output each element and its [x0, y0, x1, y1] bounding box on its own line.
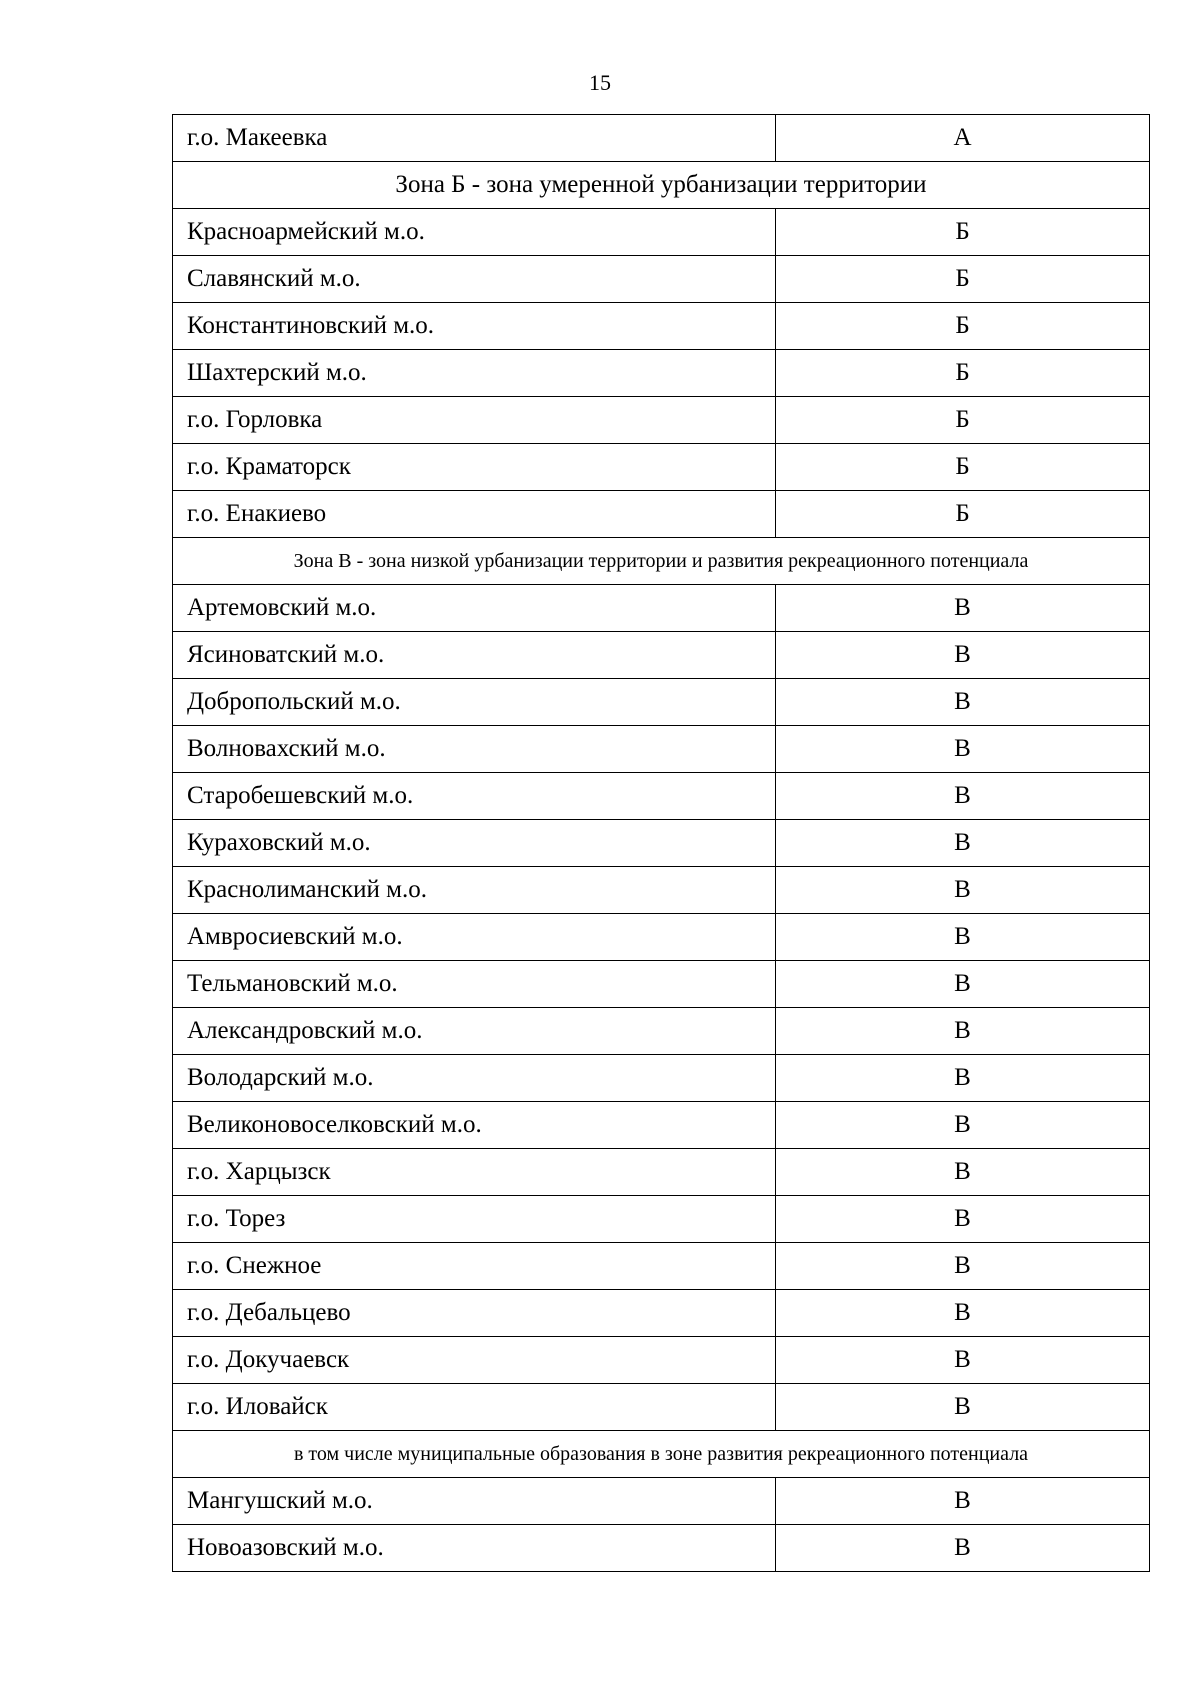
zone-letter: В — [776, 1196, 1150, 1243]
zone-header-row — [173, 538, 1150, 585]
table-row — [173, 1149, 1150, 1196]
zone-header-text: Зона Б - зона умеренной урбанизации территории — [173, 162, 1150, 209]
zoning-table — [172, 114, 1150, 1572]
table-row — [173, 303, 1150, 350]
municipality-name: Александровский м.о. — [173, 1008, 776, 1055]
table-row — [173, 350, 1150, 397]
zone-letter: Б — [776, 209, 1150, 256]
table-row — [173, 914, 1150, 961]
table-row — [173, 1525, 1150, 1572]
municipality-name: г.о. Снежное — [173, 1243, 776, 1290]
table-row — [173, 444, 1150, 491]
table-row — [173, 1337, 1150, 1384]
table-row — [173, 585, 1150, 632]
table-row — [173, 726, 1150, 773]
municipality-name: г.о. Енакиево — [173, 491, 776, 538]
table-row — [173, 961, 1150, 1008]
zone-letter: В — [776, 961, 1150, 1008]
zone-header-text: в том числе муниципальные образования в зоне развития рекреационного потенциала — [173, 1431, 1150, 1478]
table-row — [173, 1478, 1150, 1525]
municipality-name: Амвросиевский м.о. — [173, 914, 776, 961]
municipality-name: Волновахский м.о. — [173, 726, 776, 773]
municipality-name: Ясиноватский м.о. — [173, 632, 776, 679]
zone-letter: В — [776, 726, 1150, 773]
municipality-name: г.о. Торез — [173, 1196, 776, 1243]
page-number: 15 — [589, 70, 611, 95]
zone-letter: В — [776, 1243, 1150, 1290]
table-row — [173, 867, 1150, 914]
zone-letter: В — [776, 1478, 1150, 1525]
zoning-table-body — [173, 115, 1150, 1572]
municipality-name: Красноармейский м.о. — [173, 209, 776, 256]
zone-letter: В — [776, 1008, 1150, 1055]
zone-letter: В — [776, 585, 1150, 632]
municipality-name: Шахтерский м.о. — [173, 350, 776, 397]
municipality-name: г.о. Докучаевск — [173, 1337, 776, 1384]
zone-header-row — [173, 1431, 1150, 1478]
municipality-name: Константиновский м.о. — [173, 303, 776, 350]
municipality-name: Добропольский м.о. — [173, 679, 776, 726]
zone-letter: В — [776, 1149, 1150, 1196]
zone-letter: В — [776, 1525, 1150, 1572]
zone-letter: Б — [776, 397, 1150, 444]
zone-letter: В — [776, 820, 1150, 867]
zone-header-text: Зона В - зона низкой урбанизации территории и развития рекреационного потенциала — [173, 538, 1150, 585]
municipality-name: г.о. Иловайск — [173, 1384, 776, 1431]
zone-letter: В — [776, 1337, 1150, 1384]
municipality-name: Старобешевский м.о. — [173, 773, 776, 820]
zone-letter: В — [776, 679, 1150, 726]
zone-letter: В — [776, 867, 1150, 914]
table-row — [173, 679, 1150, 726]
table-row — [173, 256, 1150, 303]
zone-letter: Б — [776, 444, 1150, 491]
table-row — [173, 1243, 1150, 1290]
zone-header-row — [173, 162, 1150, 209]
table-row — [173, 491, 1150, 538]
municipality-name: Великоновоселковский м.о. — [173, 1102, 776, 1149]
municipality-name: г.о. Дебальцево — [173, 1290, 776, 1337]
municipality-name: Кураховский м.о. — [173, 820, 776, 867]
table-row — [173, 1055, 1150, 1102]
table-row — [173, 820, 1150, 867]
zone-letter: В — [776, 1102, 1150, 1149]
municipality-name: Мангушский м.о. — [173, 1478, 776, 1525]
zone-letter: Б — [776, 491, 1150, 538]
zone-letter: В — [776, 632, 1150, 679]
table-row — [173, 1008, 1150, 1055]
zone-letter: В — [776, 773, 1150, 820]
table-row — [173, 1384, 1150, 1431]
municipality-name: Новоазовский м.о. — [173, 1525, 776, 1572]
table-row — [173, 1196, 1150, 1243]
municipality-name: г.о. Харцызск — [173, 1149, 776, 1196]
municipality-name: Тельмановский м.о. — [173, 961, 776, 1008]
table-row — [173, 397, 1150, 444]
table-row — [173, 773, 1150, 820]
table-row — [173, 632, 1150, 679]
zone-letter: Б — [776, 256, 1150, 303]
municipality-name: Володарский м.о. — [173, 1055, 776, 1102]
table-row — [173, 1102, 1150, 1149]
municipality-name: г.о. Макеевка — [173, 115, 776, 162]
table-row — [173, 1290, 1150, 1337]
zone-letter: В — [776, 914, 1150, 961]
municipality-name: г.о. Краматорск — [173, 444, 776, 491]
zone-letter: Б — [776, 350, 1150, 397]
zone-letter: А — [776, 115, 1150, 162]
municipality-name: г.о. Горловка — [173, 397, 776, 444]
zone-letter: В — [776, 1055, 1150, 1102]
zone-letter: В — [776, 1290, 1150, 1337]
municipality-name: Славянский м.о. — [173, 256, 776, 303]
zone-letter: Б — [776, 303, 1150, 350]
municipality-name: Краснолиманский м.о. — [173, 867, 776, 914]
zone-letter: В — [776, 1384, 1150, 1431]
table-row — [173, 115, 1150, 162]
municipality-name: Артемовский м.о. — [173, 585, 776, 632]
table-row — [173, 209, 1150, 256]
